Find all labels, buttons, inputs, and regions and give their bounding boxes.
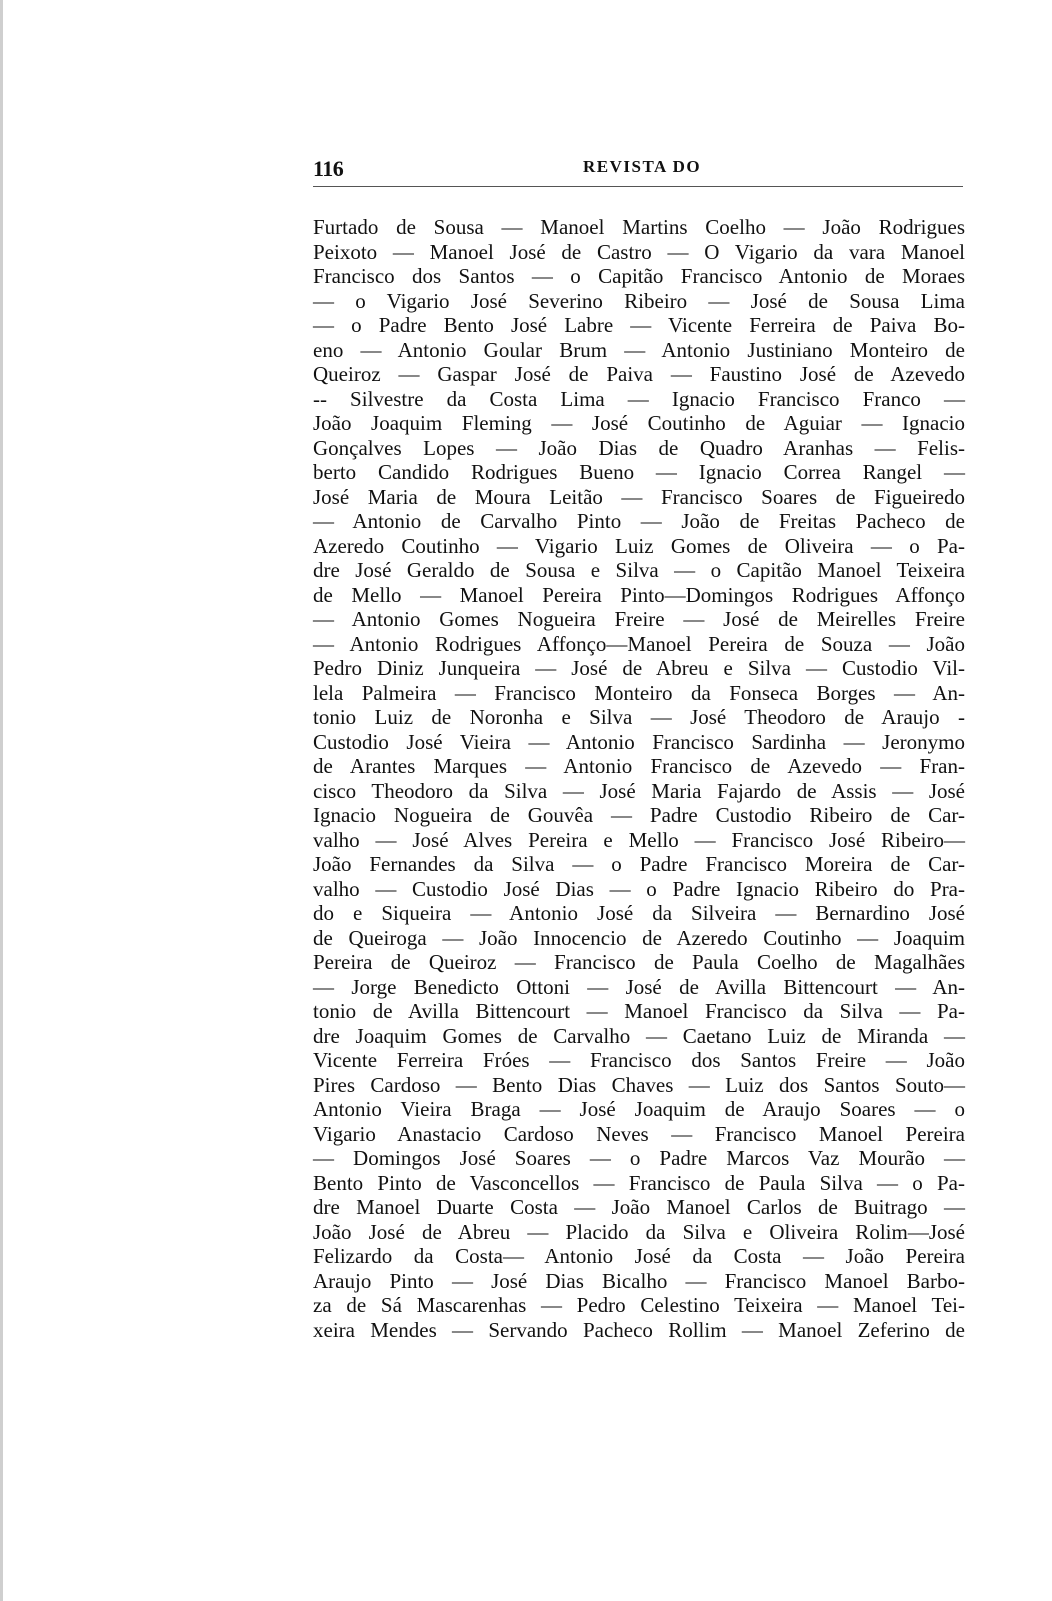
text-line: eno — Antonio Goular Brum — Antonio Justiniano Monteiro de [313, 337, 965, 362]
text-line: berto Candido Rodrigues Bueno — Ignacio Correa Rangel — [313, 460, 965, 484]
text-line: de Mello — Manoel Pereira Pinto—Domingos Rodrigues Affonço [313, 582, 965, 607]
text-line: — Antonio de Carvalho Pinto — João de Freitas Pacheco de [313, 509, 965, 533]
text-line: Araujo Pinto — José Dias Bicalho — Francisco Manoel Barbo- [313, 1268, 965, 1293]
text-line: — Antonio Rodrigues Affonço—Manoel Pereira de Souza — João [313, 631, 965, 656]
text-line: — Domingos José Soares — o Padre Marcos Vaz Mourão — [313, 1146, 965, 1170]
text-line: Custodio José Vieira — Antonio Francisco Sardinha — Jeronymo [313, 729, 965, 754]
text-line: de Arantes Marques — Antonio Francisco de Azevedo — Fran- [313, 754, 965, 778]
text-line: José Maria de Moura Leitão — Francisco Soares de Figueiredo [313, 484, 965, 509]
text-line: do e Siqueira — Antonio José da Silveira — Bernardino José [313, 901, 965, 925]
text-line: Pires Cardoso — Bento Dias Chaves — Luiz dos Santos Souto— [313, 1072, 965, 1097]
text-line: Peixoto — Manoel José de Castro — O Vigario da vara Manoel [313, 239, 965, 264]
header-rule [313, 186, 963, 187]
text-line: — o Vigario José Severino Ribeiro — José de Sousa Lima [313, 288, 965, 313]
text-line: dre Joaquim Gomes de Carvalho — Caetano Luiz de Miranda — [313, 1023, 965, 1048]
text-line: Vicente Ferreira Fróes — Francisco dos Santos Freire — João [313, 1048, 965, 1072]
text-line: Pedro Diniz Junqueira — José de Abreu e Silva — Custodio Vil- [313, 656, 965, 680]
text-line: João José de Abreu — Placido da Silva e Oliveira Rolim—José [313, 1219, 965, 1244]
text-line: -- Silvestre da Costa Lima — Ignacio Francisco Franco — [313, 386, 965, 411]
text-line: — Antonio Gomes Nogueira Freire — José de Meirelles Freire [313, 607, 965, 631]
scan-edge [0, 0, 13, 1601]
text-line: Antonio Vieira Braga — José Joaquim de Araujo Soares — o [313, 1097, 965, 1121]
text-line: dre Manoel Duarte Costa — João Manoel Carlos de Buitrago — [313, 1195, 965, 1219]
page-number: 116 [313, 156, 344, 181]
text-line: — Jorge Benedicto Ottoni — José de Avilla Bittencourt — An- [313, 974, 965, 999]
text-line: Azeredo Coutinho — Vigario Luiz Gomes de Oliveira — o Pa- [313, 533, 965, 558]
text-line: valho — Custodio José Dias — o Padre Ignacio Ribeiro do Pra- [313, 876, 965, 901]
text-line: dre José Geraldo de Sousa e Silva — o Capitão Manoel Teixeira [313, 558, 965, 582]
text-line: cisco Theodoro da Silva — José Maria Fajardo de Assis — José [313, 778, 965, 803]
text-line: — o Padre Bento José Labre — Vicente Ferreira de Paiva Bo- [313, 313, 965, 337]
text-line: João Fernandes da Silva — o Padre Francisco Moreira de Car- [313, 852, 965, 876]
text-line: Furtado de Sousa — Manoel Martins Coelho — João Rodrigues [313, 215, 965, 239]
text-line: tonio Luiz de Noronha e Silva — José Theodoro de Araujo - [313, 705, 965, 729]
running-title: REVISTA DO [583, 157, 702, 176]
text-line: Pereira de Queiroz — Francisco de Paula Coelho de Magalhães [313, 950, 965, 974]
body-text [313, 215, 965, 1342]
text-line: Bento Pinto de Vasconcellos — Francisco de Paula Silva — o Pa- [313, 1170, 965, 1195]
text-line: João Joaquim Fleming — José Coutinho de Aguiar — Ignacio [313, 411, 965, 435]
text-line: Francisco dos Santos — o Capitão Francisco Antonio de Moraes [313, 264, 965, 288]
text-line: Vigario Anastacio Cardoso Neves — Francisco Manoel Pereira [313, 1121, 965, 1146]
text-line: Gonçalves Lopes — João Dias de Quadro Aranhas — Felis- [313, 435, 965, 460]
text-line: lela Palmeira — Francisco Monteiro da Fonseca Borges — An- [313, 680, 965, 705]
text-line: Felizardo da Costa— Antonio José da Costa — João Pereira [313, 1244, 965, 1268]
text-line: Queiroz — Gaspar José de Paiva — Faustino José de Azevedo [313, 362, 965, 386]
text-line: de Queiroga — João Innocencio de Azeredo Coutinho — Joaquim [313, 925, 965, 950]
text-line: valho — José Alves Pereira e Mello — Francisco José Ribeiro— [313, 827, 965, 852]
text-line: Ignacio Nogueira de Gouvêa — Padre Custodio Ribeiro de Car- [313, 803, 965, 827]
text-line: za de Sá Mascarenhas — Pedro Celestino Teixeira — Manoel Tei- [313, 1293, 965, 1317]
text-line: xeira Mendes — Servando Pacheco Rollim — Manoel Zeferino de [313, 1317, 965, 1342]
text-line: tonio de Avilla Bittencourt — Manoel Francisco da Silva — Pa- [313, 999, 965, 1023]
page-header [313, 152, 963, 184]
